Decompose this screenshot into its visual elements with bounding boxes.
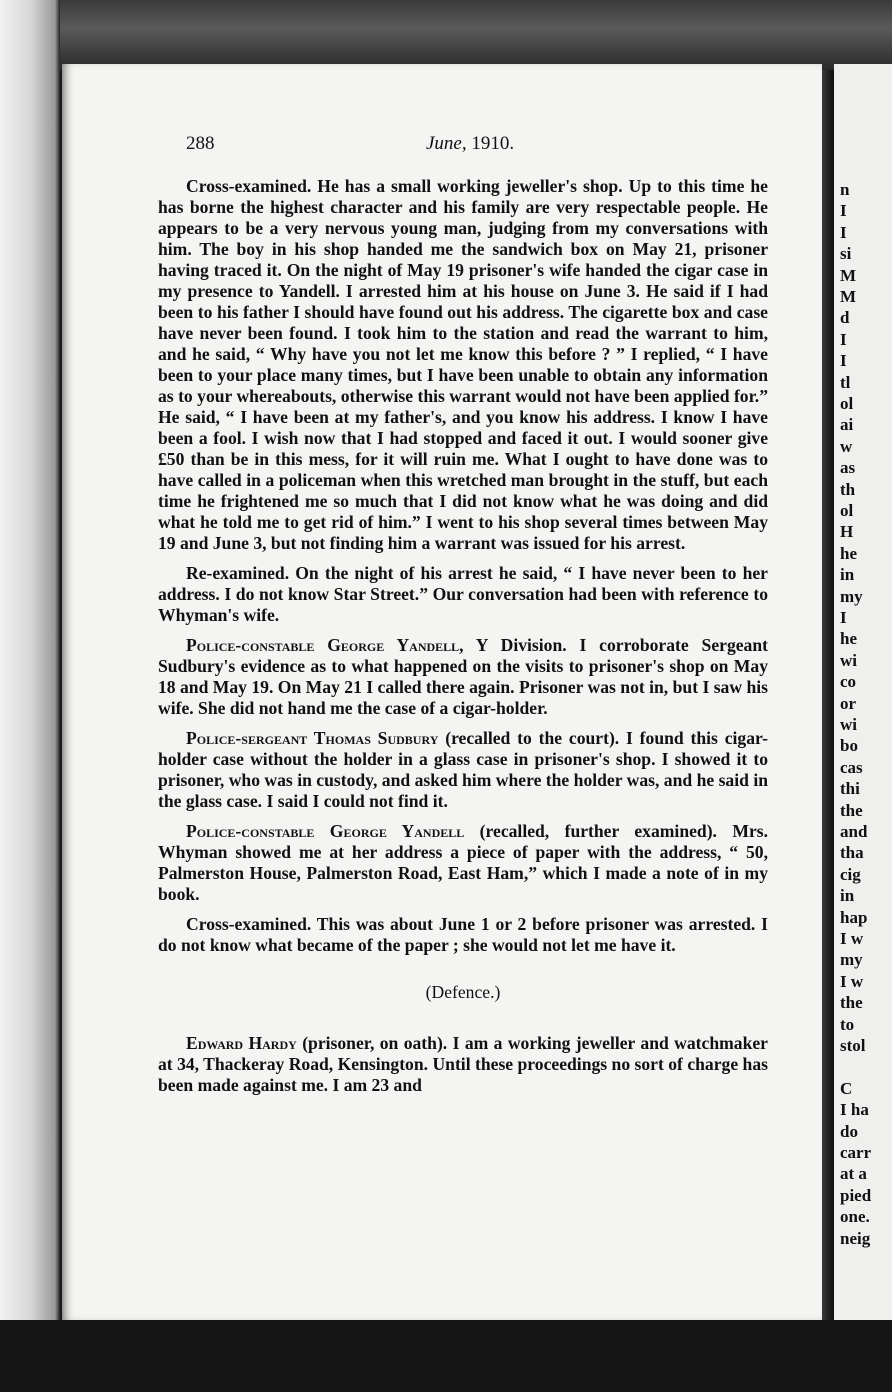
paragraph-cross-examined-2: Cross-examined. This was about June 1 or 2 before prisoner was arrested. I do not know what became of the paper ; she would not let me have it. bbox=[158, 914, 768, 955]
page-number: 288 bbox=[186, 133, 215, 154]
right-page-line: in bbox=[840, 565, 855, 585]
witness-name: Police-constable George Yandell bbox=[186, 821, 465, 841]
right-page-line: wi bbox=[840, 650, 857, 670]
right-page-line: ai bbox=[840, 415, 854, 435]
right-page-line: he bbox=[840, 629, 857, 649]
right-page-line: bo bbox=[840, 736, 858, 756]
date-year: 1910. bbox=[471, 133, 515, 154]
paragraph-yandell bbox=[158, 635, 768, 719]
paragraph-yandell-recalled bbox=[158, 821, 768, 905]
right-page-line: I bbox=[840, 222, 847, 242]
right-page-line: M bbox=[840, 265, 857, 285]
right-page-line: thi bbox=[840, 779, 860, 799]
page-header bbox=[186, 133, 766, 157]
right-page-line: cig bbox=[840, 864, 861, 884]
scan-top-shadow bbox=[0, 0, 892, 70]
witness-name: Police-sergeant Thomas Sudbury bbox=[186, 728, 439, 748]
right-page-line: co bbox=[840, 672, 857, 692]
right-page-line: neig bbox=[840, 1228, 871, 1248]
witness-name: Police-constable George Yandell, bbox=[186, 635, 464, 655]
right-page-line: w bbox=[840, 436, 853, 456]
right-page-line: H bbox=[840, 522, 854, 542]
right-page-line: to bbox=[840, 1014, 855, 1034]
right-page-line: cas bbox=[840, 757, 863, 777]
right-page-line: I bbox=[840, 201, 847, 221]
right-page-line: hap bbox=[840, 907, 868, 927]
right-page-line: I w bbox=[840, 971, 864, 991]
right-page-line: the bbox=[840, 800, 863, 820]
right-page-line: and bbox=[840, 822, 868, 841]
right-page-line: wi bbox=[840, 715, 857, 734]
paragraph-cross-examined: Cross-examined. He has a small working jeweller's shop. Up to this time he has borne the highest character and his family are very respectable people. He appears to be a very nervous young man, judging from my conversations with him. The boy in his shop handed me the sandwich box on May 21, prisoner having traced it. On the night of May 19 prisoner's wife handed the cigar case in my presence to Yandell. I arrested him at his house on June 3. He said if I had been to his father I should have found out his address. The cigarette box and case have never been found. I took him to the station and read the warrant to him, and he said, “ Why have you not let me know this before ? ” I replied, “ I have been to your place many times, but I have been unable to obtain any information as to your whereabouts, otherwise this warrant would not have been applied for.” He said, “ I have been at my father's, and you know his address. I know I have been a fool. I wish now that I had stopped and faced it out. I would sooner give £50 than be in this mess, for it will ruin me. What I ought to have done was to have called in a policeman when this wretched man brought in the stuff, but each time he frightened me so much that I did not know what he was doing and did what he told me to get rid of him.” I went to his shop several times between May 19 and June 3, but not finding him a warrant was issued for his arrest. bbox=[158, 176, 768, 553]
right-page-line: I bbox=[840, 329, 847, 349]
page-body bbox=[158, 176, 768, 1105]
right-page-line: d bbox=[840, 308, 850, 328]
right-page-line: my bbox=[840, 586, 863, 606]
right-page-fragment bbox=[834, 64, 892, 1320]
right-page-line: stol bbox=[840, 1036, 866, 1055]
scan-bottom-shadow bbox=[0, 1320, 892, 1392]
right-page-line: tl bbox=[840, 372, 851, 392]
right-page-line: I ha bbox=[840, 1100, 869, 1120]
paragraph-re-examined: Re-examined. On the night of his arrest he said, “ I have never been to her address. I do not know Star Street.” Our conversation had been with reference to Whyman's wife. bbox=[158, 563, 768, 625]
witness-text: (recalled, further examined). Mrs. Whyman showed me at her address a piece of paper with the address, “ 50, Palmerston House, Palmerston Road, East Ham,” which I made a note of in my book. bbox=[158, 821, 768, 904]
right-page-line: do bbox=[840, 1121, 858, 1141]
witness-text: Y Division. I corroborate Sergeant Sudbury's evidence as to what happened on the visits to prisoner's shop on May 18 and May 19. On May 21 I called there again. Prisoner was not in, but I saw his wife. She did not hand me the case of a cigar-holder. bbox=[158, 635, 768, 718]
page-date bbox=[426, 133, 514, 155]
right-page-line: he bbox=[840, 543, 857, 563]
book-gutter bbox=[822, 70, 834, 1320]
right-page-line: ol bbox=[840, 394, 854, 413]
right-page-line: carr bbox=[840, 1143, 872, 1162]
witness-text: (prisoner, on oath). I am a working jeweller and watchmaker at 34, Thackeray Road, Kensington. Until these proceedings no sort of charge has been made against me. I am 23 and bbox=[158, 1033, 768, 1095]
right-page-line: n bbox=[840, 180, 850, 199]
defence-heading: (Defence.) bbox=[425, 982, 501, 1002]
right-page-line: my bbox=[840, 950, 863, 970]
right-page-line: tha bbox=[840, 843, 864, 863]
right-page-line: as bbox=[840, 458, 856, 478]
paragraph-hardy bbox=[158, 1033, 768, 1096]
right-page-line: I bbox=[840, 608, 847, 627]
right-page-line: M bbox=[840, 287, 857, 306]
right-page-line: in bbox=[840, 886, 855, 906]
right-page-line: ol bbox=[840, 501, 854, 520]
right-page-line: th bbox=[840, 479, 856, 499]
right-page-line: at a bbox=[840, 1164, 867, 1184]
right-page-line: one. bbox=[840, 1207, 870, 1227]
right-page-line: si bbox=[840, 244, 852, 264]
right-page-line: or bbox=[840, 693, 857, 713]
right-page-line: the bbox=[840, 993, 863, 1013]
right-page-line: I bbox=[840, 351, 847, 371]
right-page-line: C bbox=[840, 1078, 853, 1098]
right-page-line: I w bbox=[840, 929, 864, 948]
date-month: June, bbox=[426, 133, 467, 154]
page-left-edge bbox=[0, 0, 60, 1392]
witness-name: Edward Hardy bbox=[186, 1033, 297, 1053]
witness-text: (recalled to the court). I found this cigar-holder case without the holder in a glass case in prisoner's shop. I showed it to prisoner, who was in custody, and asked him where the holder was, and he said in the glass case. I said I could not find it. bbox=[158, 728, 769, 811]
right-page-line: pied bbox=[840, 1185, 872, 1205]
paragraph-sudbury bbox=[158, 728, 768, 812]
